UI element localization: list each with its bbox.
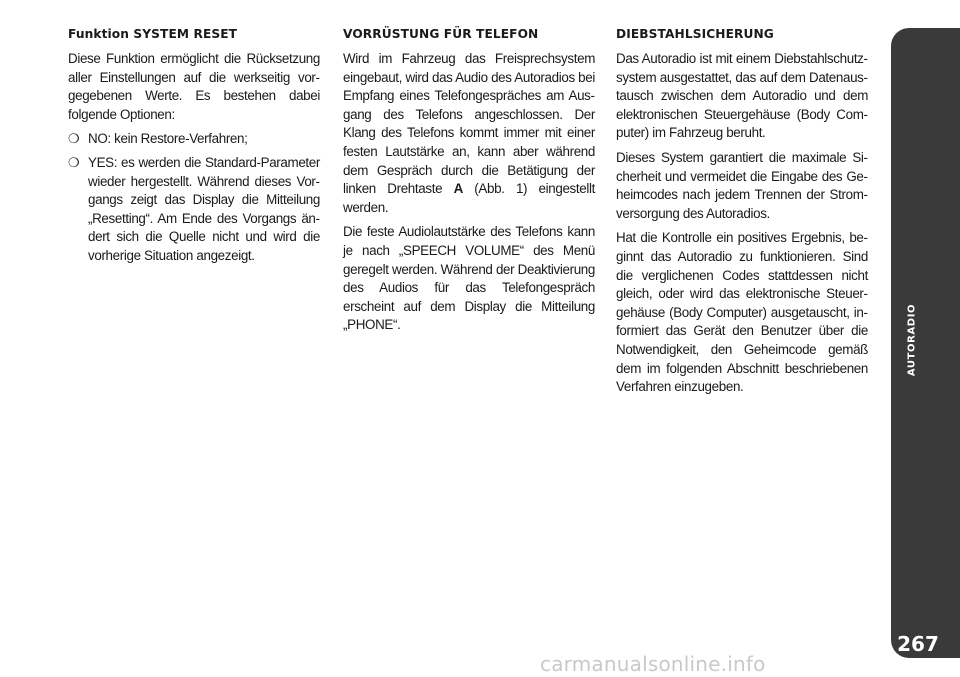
telefon-paragraph-2: Die feste Audiolautstärke des Telefons kann je nach „SPEECH VOLUME“ des Menü geregelt werden. Während der Deaktivierung des Audios für das Telefongespräch erscheint auf dem Display die Mitteilung „PHONE“. (343, 224, 595, 333)
chapter-side-tab (891, 28, 960, 658)
column-system-reset (68, 26, 320, 271)
column-telefon (343, 26, 595, 341)
option-text: NO: kein Restore-Verfahren; (88, 131, 248, 147)
section-heading-telefon: VORRÜSTUNG FÜR TELEFON (343, 27, 539, 41)
option-item-yes (68, 154, 320, 266)
section-heading-diebstahlsicherung: DIEBSTAHLSICHERUNG (616, 27, 774, 41)
diebstahl-paragraph-2: Dieses System garantiert die maximale Sicherheit und vermeidet die Eingabe des Geheimcodes nach jedem Trennen der Stromversorgung des Autoradios. (616, 149, 868, 221)
telefon-p1-text-end: (Abb. 1) eingestellt werden. (343, 181, 595, 215)
telefon-paragraph-1 (343, 50, 595, 217)
page-number: 267 (897, 632, 939, 656)
column-diebstahlsicherung (616, 26, 868, 403)
diebstahl-paragraph-1: Das Autoradio ist mit einem Diebstahlschutzsystem ausgestattet, das auf dem Datenaustausch zwischen dem Autoradio und dem elektronischen Steuergehäuse (Body Computer) im Fahrzeug beruht. (616, 51, 868, 141)
telefon-p1-text: Wird im Fahrzeug das Freisprechsystem eingebaut, wird das Audio des Autoradios bei Empfang eines Telefongespräches am Ausgang des Telefons angeschlossen. Der Klang des Telefons kommt immer mit einer festen Lautstärke an, kann aber während dem Gespräch durch die Betätigung der linken Drehtaste (343, 51, 595, 197)
watermark-text: carmanualsonline.info (540, 652, 766, 676)
circle-bullet-icon: ❍ (68, 131, 80, 147)
chapter-label: AUTORADIO (906, 303, 918, 377)
option-text: YES: es werden die Standard-Parameter wieder hergestellt. Während dieses Vorgangs zeigt das Display die Mitteilung „Resetting“. Am Ende des Vorgangs ändert sich die Quelle nicht und wird die vorherige Situation angezeigt. (88, 154, 320, 263)
knob-key-label: A (453, 181, 463, 197)
option-item-no (68, 130, 320, 149)
circle-bullet-icon: ❍ (68, 154, 80, 170)
section-heading-system-reset: Funktion SYSTEM RESET (68, 27, 238, 41)
system-reset-intro: Diese Funktion ermöglicht die Rücksetzung aller Einstellungen auf die werkseitig vorgegebenen Werte. Es bestehen dabei folgende Optionen: (68, 51, 320, 122)
diebstahl-paragraph-3: Hat die Kontrolle ein positives Ergebnis, beginnt das Autoradio zu funktionieren. Sind die verglichenen Codes stattdessen nicht gleich, oder wird das elektronische Steuergehäuse (Body Computer) ausgetauscht, informiert das Gerät den Benutzer über die Notwendigkeit, den Geheimcode gemäß dem im folgenden Abschnitt beschriebenen Verfahren einzugeben. (616, 230, 868, 395)
